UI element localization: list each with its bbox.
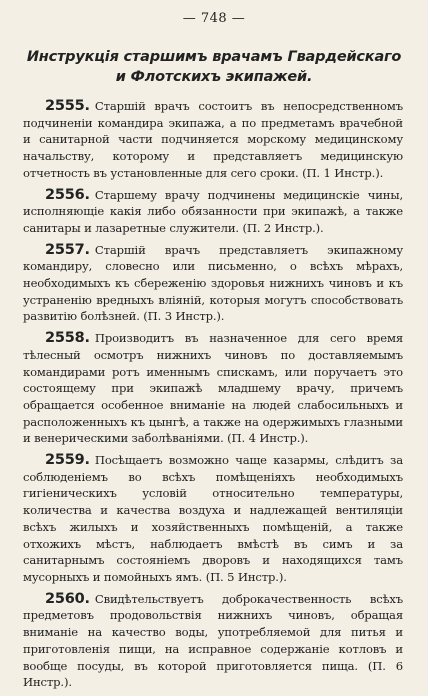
article-number: 2559. [45, 452, 90, 469]
article-text: Свидѣтельствуетъ доброкачественность всѣхъ предметовъ продовольствія нижнихъ чиновъ, обращая вниманіе на качество воды, употребляемой для питья и приготовленія пищи, на исправное содержаніе котловъ и вообще посуды, въ которой приготовляется пища. (П. 6 Инстр.). [23, 591, 403, 690]
article-2558 [23, 330, 403, 447]
page-number: — 748 — [182, 11, 246, 26]
section-title: Инструкція старшимъ врачамъ Гвардейскаго и Флотскихъ экипажей. [26, 49, 402, 85]
article-number: 2555. [45, 98, 90, 114]
article-number: 2556. [45, 186, 90, 203]
article-2560 [23, 591, 403, 691]
article-number: 2560. [45, 590, 90, 607]
article-text: Старшему врачу подчинены медицинскіе чины, исполняющіе какія либо обязанности при экипажѣ, а также санитары и лазаретные служители. (П. 2 Инстр.). [23, 187, 403, 235]
article-2556 [23, 187, 403, 237]
article-text: Старшій врачъ состоитъ въ непосредственномъ подчиненіи командира экипажа, а по предметамъ врачебной и санитарной части подчиняется морскому медицинскому начальству, которому и представляетъ медицинскую отчетность въ установленные для сего сроки. (П. 1 Инстр.). [23, 99, 403, 180]
article-2559 [23, 452, 403, 586]
article-text: Посѣщаетъ возможно чаще казармы, слѣдитъ за соблюденіемъ во всѣхъ помѣщеніяхъ необходимыхъ гигіеническихъ условій относительно температуры, количества и качества воздуха и надлежащей вентиляціи всѣхъ жилыхъ и хозяйственныхъ помѣщеній, а также отхожихъ мѣстъ, наблюдаетъ вмѣстѣ въ симъ и за санитарнымъ состояніемъ дворовъ и находящихся тамъ мусорныхъ и помойныхъ ямъ. (П. 5 Инстр.). [23, 453, 403, 584]
article-text: Производитъ въ назначенное для сего время тѣлесный осмотръ нижнихъ чиновъ по доставляемымъ командирами ротъ именнымъ спискамъ, или поручаетъ это состоящему при экипажѣ младшему врачу, причемъ обращается особенное вниманіе на людей слабосильныхъ и расположенныхъ къ цынгѣ, а также на одержимыхъ глазными и венерическими заболѣваніями. (П. 4 Инстр.). [23, 331, 403, 446]
article-number: 2558. [45, 330, 90, 347]
article-number: 2557. [45, 241, 90, 258]
article-text: Старшій врачъ представляетъ экипажному командиру, словесно или письменно, о всѣхъ мѣрахъ, необходимыхъ къ сбереженію здоровья нижнихъ чиновъ и къ устраненію вредныхъ вліяній, которыя могутъ способствовать развитію болѣзней. (П. 3 Инстр.). [23, 242, 403, 324]
article-2557 [23, 242, 403, 326]
article-2555 [23, 98, 403, 182]
article-list [23, 98, 403, 696]
